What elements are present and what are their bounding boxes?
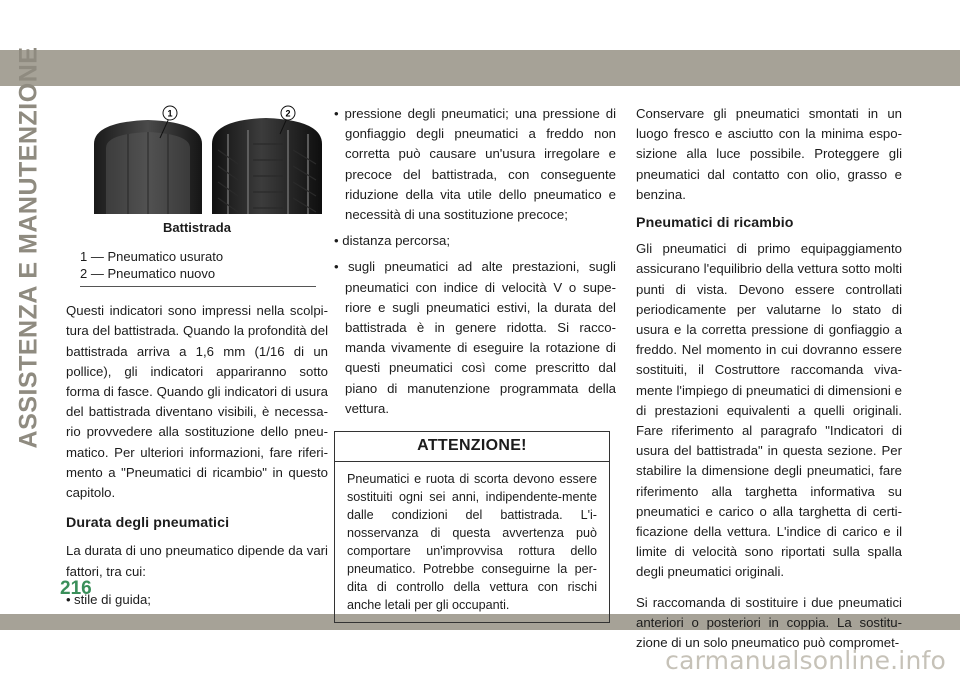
column-left	[66, 104, 328, 610]
section-heading: Durata degli pneumatici	[66, 515, 230, 532]
legend-item: 1 — Pneumatico usurato	[80, 249, 224, 265]
paragraph: La durata di uno pneumatico dipende da vari fattori, tra cui:	[66, 543, 328, 579]
watermark: carmanualsonline.info	[665, 646, 946, 675]
marker-1-label: 1	[167, 108, 173, 119]
marker-2-label: 2	[285, 108, 291, 119]
paragraph: Si raccomanda di sostituire i due pneumatici anteriori o posteriori in coppia. La sostitu-zione di un solo pneumatico può compromet-	[636, 594, 902, 651]
paragraph: Questi indicatori sono impressi nella scolpi-tura del battistrada. Quando la profondità del battistrada arriva a 1,6 mm (1/16 di un pollice), gli indicatori appariranno sotto forma di fasce. Quando gli indicatori di usura del battistrada diventano visibili, è necessa-rio provvedere alla sostituzione dello pneu-matico. Per ulteriori informazioni, fare riferi-mento a "Pneumatici di ricambio" in questo capitolo.	[66, 303, 328, 501]
bullet-list	[66, 590, 328, 610]
list-item: • distanza percorsa;	[334, 233, 451, 249]
bullet-list	[334, 104, 616, 419]
section-heading: Pneumatici di ricambio	[636, 215, 794, 232]
warning-title: ATTENZIONE!	[335, 432, 609, 462]
figure-caption: Battistrada	[163, 220, 231, 235]
list-item: • pressione degli pneumatici; una pressione di gonfiaggio degli pneumatici a freddo non corretta può causare un'usura irregolare e precoce del battistrada, con conseguente riduzione della vita utile dello pneumatico e necessità di una sostituzione precoce;	[334, 106, 616, 223]
section-side-title: ASSISTENZA E MANUTENZIONE	[14, 46, 43, 448]
header-band	[0, 50, 960, 86]
paragraph: Gli pneumatici di primo equipaggiamento assicurano l'equilibrio della vettura sotto molti punti di vista. Devono essere controllati periodicamente per valutarne lo stato di usura e la corretta pressione di gonfiaggio a freddo. Nel momento in cui dovranno essere sostituiti, il Costruttore raccomanda viva-mente l'impiego di pneumatici di dimensioni e di prestazioni equivalenti a quelli originali. Fare riferimento al paragrafo "Indicatori di usura del battistrada" in questa sezione. Per stabilire la dimensione degli pneumatici, fare riferimento alla targhetta informativa su pneumatici e carico o alla targhetta di certi-ficazione della vettura. L'indice di carico e il limite di velocità sono riportati sulla spalla degli pneumatici originali.	[636, 241, 902, 580]
figure-divider	[80, 286, 316, 287]
tire-tread-illustration	[88, 104, 328, 214]
tread-figure	[66, 104, 328, 287]
legend-item: 2 — Pneumatico nuovo	[80, 266, 216, 282]
page-number: 216	[60, 578, 92, 599]
warning-text: Pneumatici e ruota di scorta devono essere sostituiti ogni sei anni, indipendente-mente dalle condizioni del battistrada. L'i-nosservanza di questa avvertenza può comportare un'improvvisa rottura dello pneumatico. Potrebbe conseguirne la per-dita di controllo della vettura con rischi anche letali per gli occupanti.	[347, 472, 597, 613]
figure-legend	[66, 248, 328, 282]
list-item: • stile di guida;	[66, 590, 328, 610]
column-right	[636, 104, 902, 653]
list-item: • sugli pneumatici ad alte prestazioni, sugli pneumatici con indice di velocità V o supe-riore e sugli pneumatici estivi, la durata del battistrada è in genere ridotta. Si racco-manda vivamente di eseguire la rotazione di questi pneumatici così come prescritto dal piano di manutenzione programmata della vettura.	[334, 259, 616, 416]
paragraph: Conservare gli pneumatici smontati in un luogo fresco e asciutto con la minima espo-sizione alla luce possibile. Proteggere gli pneumatici dal contatto con olio, grasso e benzina.	[636, 106, 902, 202]
column-middle	[334, 104, 616, 623]
warning-box	[334, 431, 610, 623]
